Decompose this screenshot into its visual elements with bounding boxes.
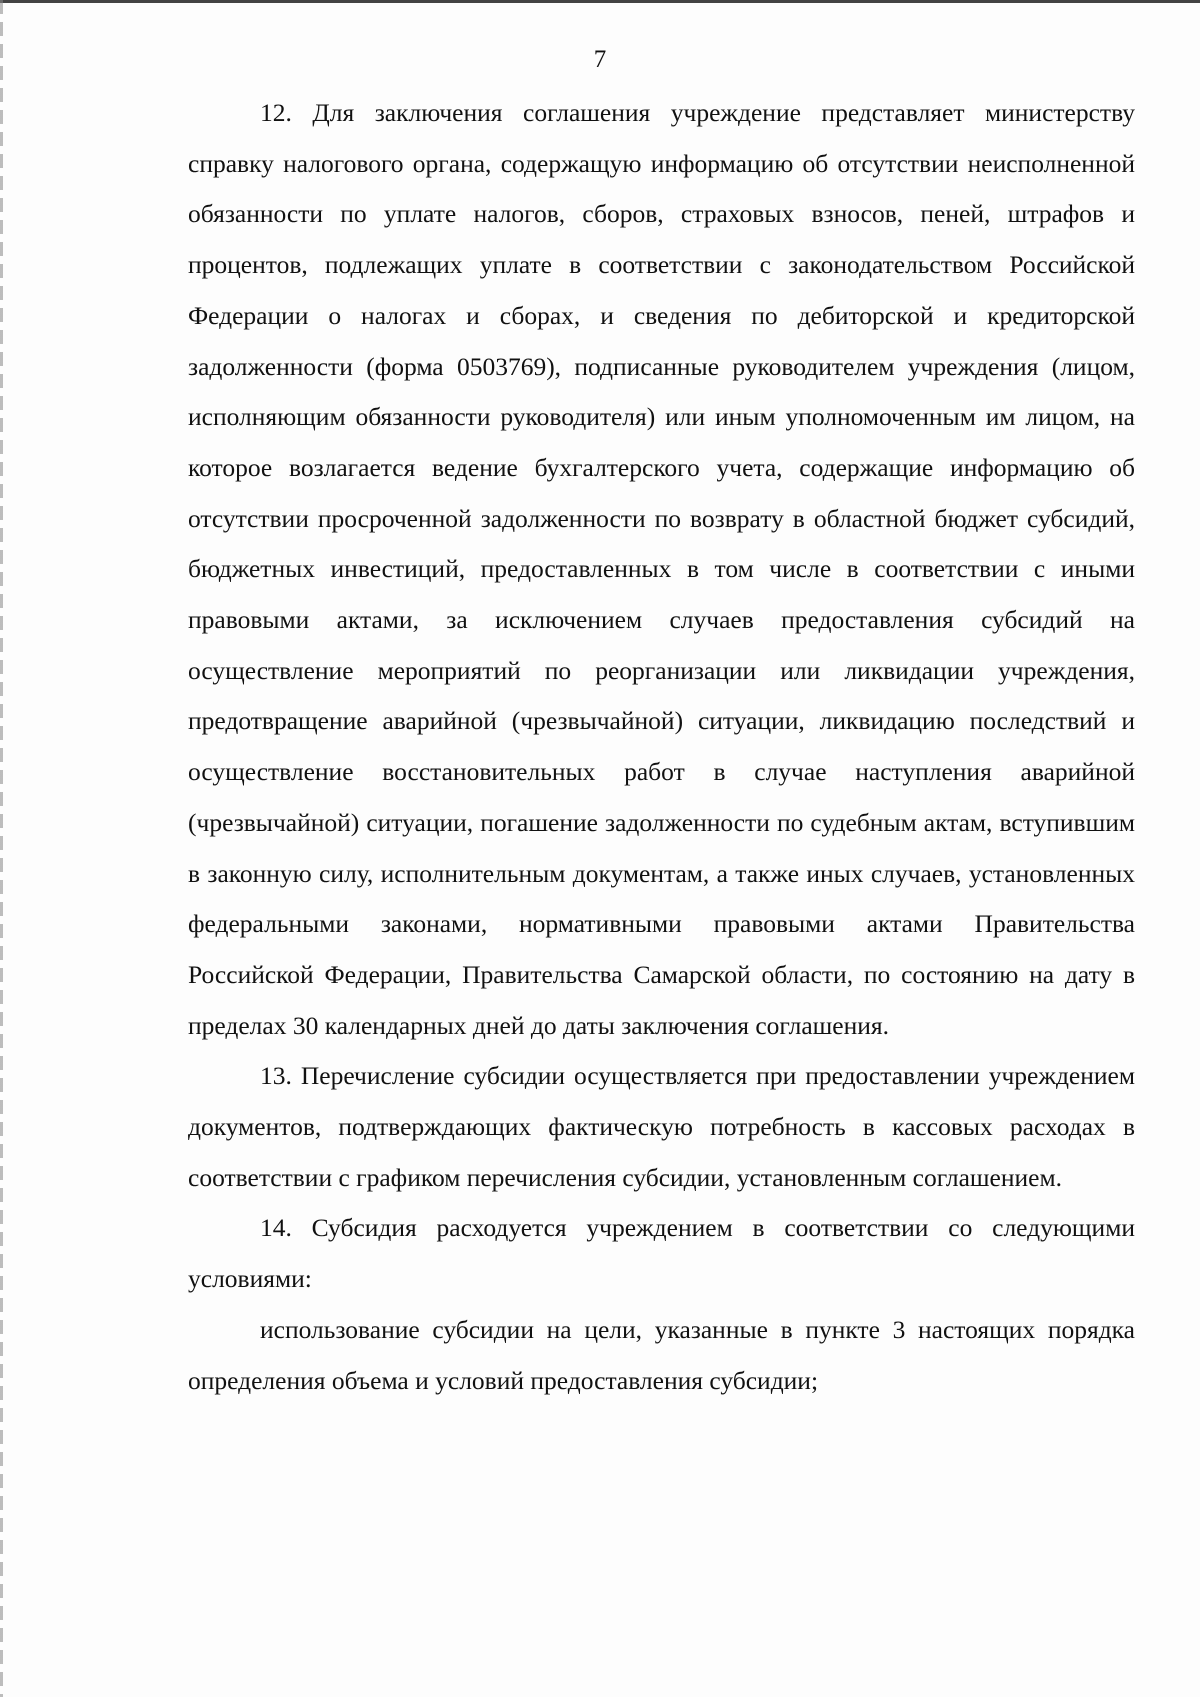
scan-top-border	[0, 0, 1200, 3]
paragraph-12: 12. Для заключения соглашения учреждение представляет министерству справку налогового органа, содержащую информацию об отсутствии неисполненной обязанности по уплате налогов, сборов, страховых взносов, пеней, штрафов и процентов, подлежащих уплате в соответствии с законодательством Российской Федерации о налогах и сборах, и сведения по дебиторской и кредиторской задолженности (форма 0503769), подписанные руководителем учреждения (лицом, исполняющим обязанности руководителя) или иным уполномоченным им лицом, на которое возлагается ведение бухгалтерского учета, содержащие информацию об отсутствии просроченной задолженности по возврату в областной бюджет субсидий, бюджетных инвестиций, предоставленных в том числе в соответствии с иными правовыми актами, за исключением случаев предоставления субсидий на осуществление мероприятий по реорганизации или ликвидации учреждения, предотвращение аварийной (чрезвычайной) ситуации, ликвидацию последствий и осуществление восстановительных работ в случае наступления аварийной (чрезвычайной) ситуации, погашение задолженности по судебным актам, вступившим в законную силу, исполнительным документам, а также иных случаев, установленных федеральными законами, нормативными правовыми актами Правительства Российской Федерации, Правительства Самарской области, по состоянию на дату в пределах 30 календарных дней до даты заключения соглашения.	[188, 98, 1135, 1040]
paragraph-13: 13. Перечисление субсидии осуществляется при предоставлении учреждением документов, подтверждающих фактическую потребность в кассовых расходах в соответствии с графиком перечисления субсидии, установленным соглашением.	[188, 1061, 1135, 1192]
page-number: 7	[593, 46, 607, 73]
document-body	[188, 88, 1135, 1406]
paragraph-14: 14. Субсидия расходуется учреждением в соответствии со следующими условиями:	[188, 1213, 1135, 1294]
paragraph-14-condition: использование субсидии на цели, указанные в пункте 3 настоящих порядка определения объема и условий предоставления субсидии;	[188, 1314, 1135, 1395]
scan-left-edge	[0, 0, 3, 1697]
